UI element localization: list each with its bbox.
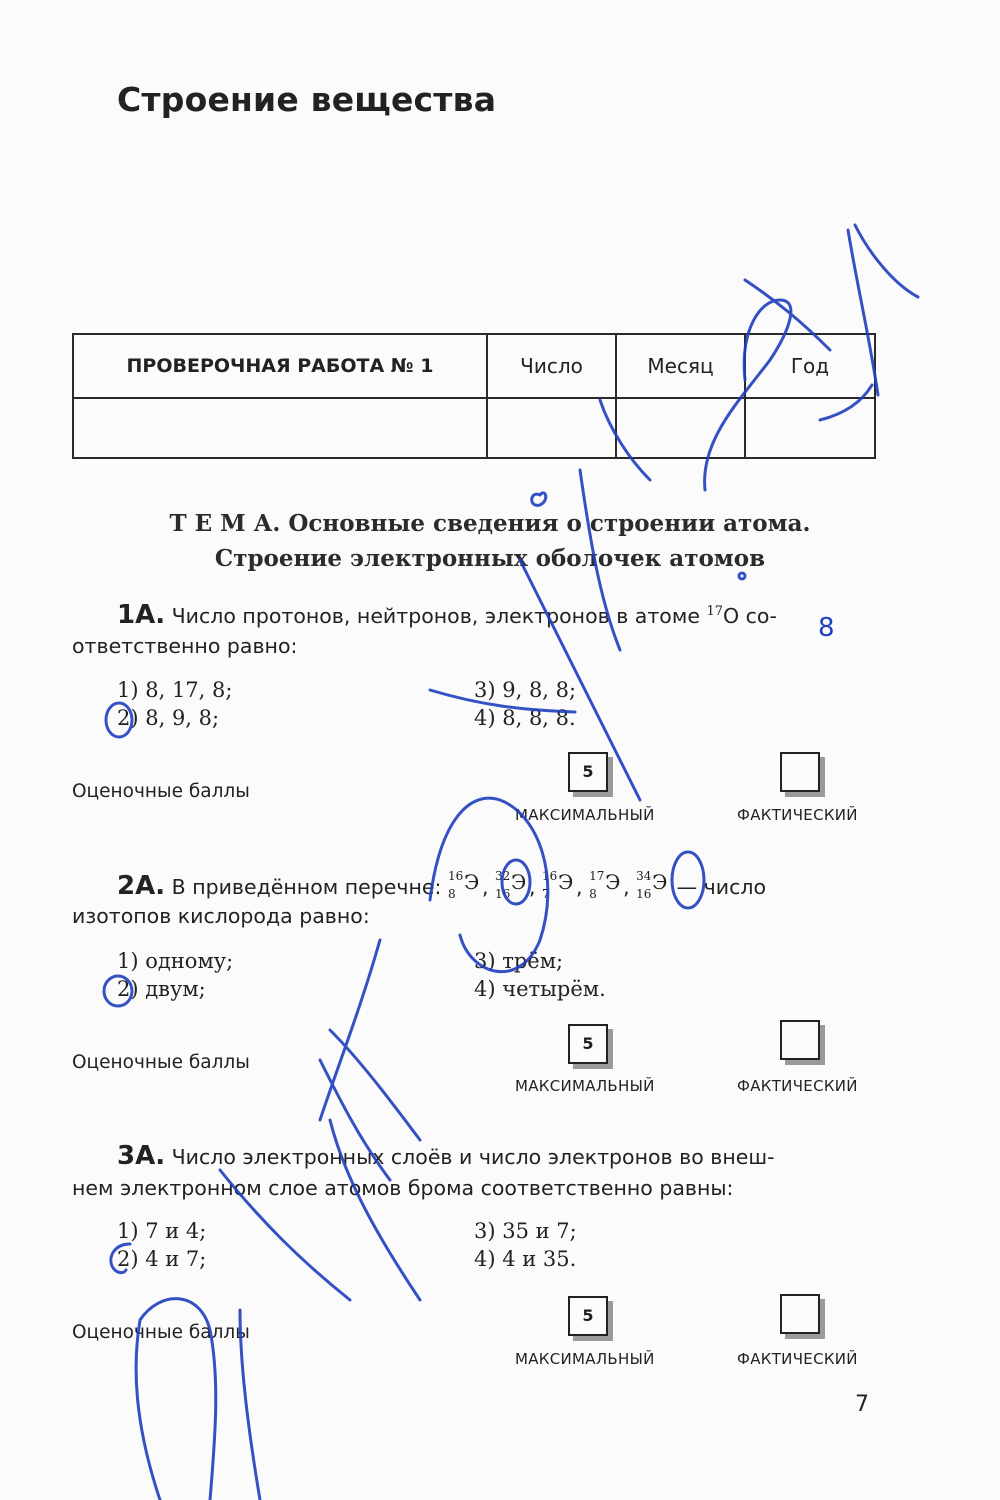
q2-option-4[interactable]: 4) четырём. (474, 977, 606, 1001)
q3-option-1[interactable]: 1) 7 и 4; (117, 1219, 207, 1243)
name-field[interactable] (73, 398, 487, 458)
month-field[interactable] (616, 398, 745, 458)
q3-score-label: Оценочные баллы (72, 1322, 250, 1343)
q2-actual-caption: ФАКТИЧЕСКИЙ (737, 1077, 858, 1095)
question-text-end: со- (739, 603, 777, 628)
q3-option-4[interactable]: 4) 4 и 35. (474, 1247, 577, 1271)
question-number: 1А. (117, 599, 166, 630)
q2-option-2[interactable]: 2) двум; (117, 977, 206, 1001)
year-field[interactable] (745, 398, 875, 458)
q1-option-3[interactable]: 3) 9, 8, 8; (474, 678, 577, 702)
question-2a-line2: изотопов кислорода равно: (72, 904, 370, 928)
q1-actual-score-box[interactable] (780, 752, 820, 792)
q1-option-2[interactable]: 2) 8, 9, 8; (117, 706, 220, 730)
month-header: Месяц (616, 334, 745, 398)
q3-option-3[interactable]: 3) 35 и 7; (474, 1219, 577, 1243)
q3-max-caption: МАКСИМАЛЬНЫЙ (515, 1350, 655, 1368)
question-3a-text (117, 1140, 897, 1173)
day-field[interactable] (487, 398, 616, 458)
q2-score-label: Оценочные баллы (72, 1052, 250, 1073)
theme-heading-line1: Т Е М А. Основные сведения о строении атома. (169, 510, 811, 537)
q2-max-score-box: 5 (568, 1024, 608, 1064)
theme-heading-line2: Строение электронных оболочек атомов (214, 545, 766, 572)
q1-score-label: Оценочные баллы (72, 781, 250, 802)
page-number: 7 (855, 1392, 869, 1417)
question-number: 3А. (117, 1141, 166, 1171)
question-1a-text (117, 596, 897, 632)
handwritten-8: 8 (818, 613, 835, 643)
year-header: Год (745, 334, 875, 398)
nuclide-5: 34 16 Э (636, 869, 668, 901)
q3-option-2[interactable]: 2) 4 и 7; (117, 1247, 207, 1271)
q3-actual-caption: ФАКТИЧЕСКИЙ (737, 1350, 858, 1368)
page-title: Строение вещества (117, 80, 497, 119)
nuclide-1: 16 8 Э (447, 869, 480, 901)
day-header: Число (487, 334, 616, 398)
test-title-cell: ПРОВЕРОЧНАЯ РАБОТА № 1 (73, 334, 487, 398)
q1-option-1[interactable]: 1) 8, 17, 8; (117, 678, 233, 702)
isotope-symbol: O (723, 603, 740, 628)
question-3a-line2: нем электронном слое атомов брома соответственно равны: (72, 1176, 734, 1200)
q1-option-4[interactable]: 4) 8, 8, 8. (474, 706, 576, 730)
q2-option-1[interactable]: 1) одному; (117, 949, 234, 973)
question-1a-line2: ответственно равно: (72, 634, 298, 658)
q1-max-score-box: 5 (568, 752, 608, 792)
q3-actual-score-box[interactable] (780, 1294, 820, 1334)
q2-option-3[interactable]: 3) трём; (474, 949, 564, 973)
question-number: 2А. (117, 871, 166, 901)
test-header-table (72, 333, 876, 459)
question-2a-text: 2А. В приведённом перечне: 16 8 Э , 32 16 Э , 16 7 Э , 17 8 Э , 34 16 Э — число (117, 869, 767, 901)
question-text: Число протонов, нейтронов, электронов в атоме (165, 603, 707, 628)
nuclide-4: 17 8 Э (589, 869, 621, 901)
question-text: Число электронных слоёв и число электронов во внеш- (165, 1145, 775, 1169)
question-text-end: — число (670, 875, 767, 899)
q1-actual-caption: ФАКТИЧЕСКИЙ (737, 806, 858, 824)
q2-max-caption: МАКСИМАЛЬНЫЙ (515, 1077, 655, 1095)
nuclide-2: 32 16 Э (494, 869, 527, 901)
q2-actual-score-box[interactable] (780, 1020, 820, 1060)
isotope-mass: 17 (706, 604, 723, 619)
q1-max-caption: МАКСИМАЛЬНЫЙ (515, 806, 655, 824)
question-text: В приведённом перечне: (165, 875, 448, 899)
q3-max-score-box: 5 (568, 1296, 608, 1336)
nuclide-3: 16 7 Э (542, 869, 574, 901)
